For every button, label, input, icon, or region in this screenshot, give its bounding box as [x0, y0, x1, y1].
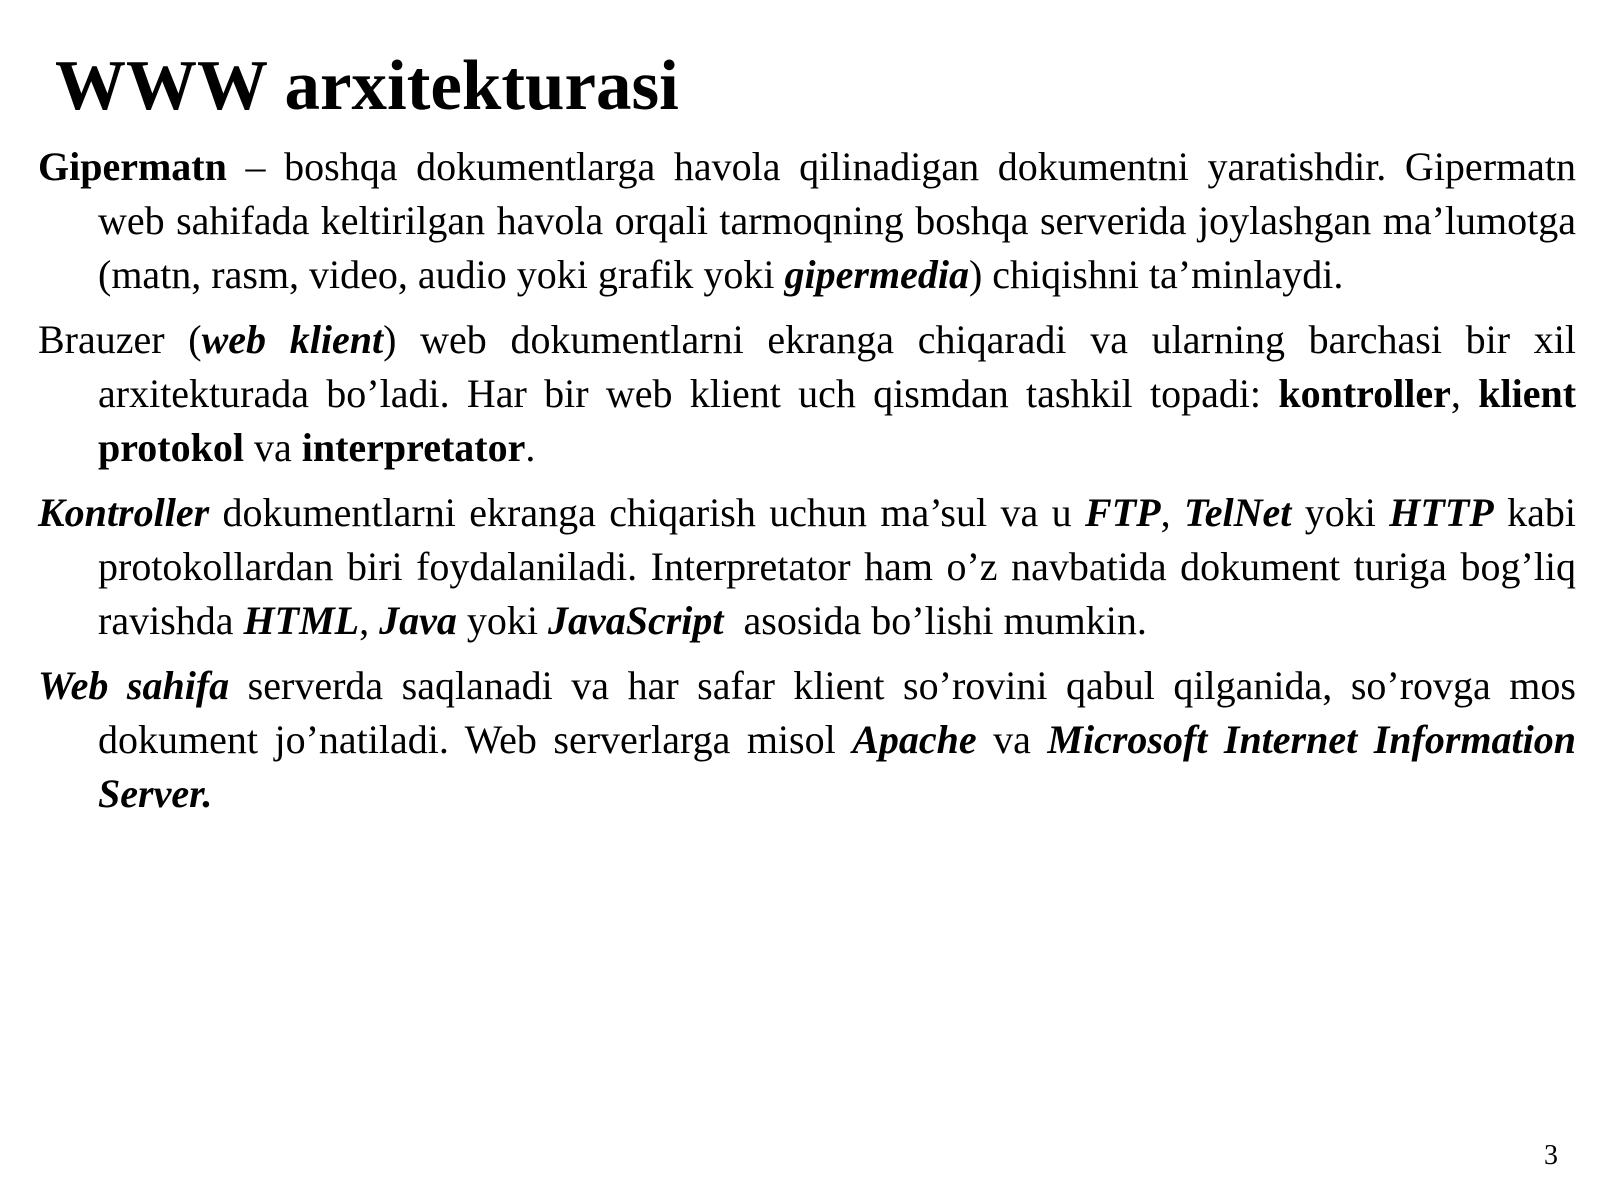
term-kontroller: Kontroller	[38, 490, 210, 535]
text: .	[525, 425, 536, 470]
text: va	[243, 425, 302, 470]
term-javascript: JavaScript	[547, 598, 724, 643]
term-kontroller: kontroller	[1278, 371, 1451, 416]
paragraph-web-sahifa	[38, 659, 1576, 821]
term-apache: Apache	[852, 717, 977, 762]
term-gipermatn: Gipermatn	[38, 144, 227, 189]
page-number: 3	[1544, 1140, 1558, 1171]
text: – boshqa dokumentlarga havola qilinadigan dokumentni yaratishdir. Gipermatn web sahifada keltirilgan havola orqali tarmoqning boshqa serverida joylashgan ma’lumotga (matn, rasm, video, audio yoki grafik yoki	[98, 144, 1576, 297]
text: yoki	[456, 598, 548, 643]
slide-title: WWW arxitekturasi	[55, 47, 679, 125]
text: dokumentlarni ekranga chiqarish uchun ma’sul va u	[209, 490, 1086, 535]
text: kabi protokollardan biri foydalaniladi. Interpretator ham o’z navbatida dokument turiga bog’liq ravishda	[98, 490, 1576, 643]
term-web-sahifa: Web sahifa	[38, 663, 230, 708]
text: ) chiqishni ta’minlaydi.	[968, 252, 1344, 297]
term-java: Java	[379, 598, 457, 643]
term-telnet: TelNet	[1183, 490, 1292, 535]
slide-body	[38, 140, 1576, 832]
term-klient-protokol: klient protokol	[98, 371, 1577, 470]
term-interpretator: interpretator	[301, 425, 526, 470]
text: va	[976, 717, 1048, 762]
text: ,	[1160, 490, 1184, 535]
term-microsoft-iis: Microsoft Internet Information Server.	[98, 717, 1577, 816]
paragraph-brauzer	[38, 313, 1576, 475]
paragraph-gipermatn	[38, 140, 1576, 302]
text: ) web dokumentlarni ekranga chiqaradi va ularning barchasi bir xil arxitekturada bo’ladi. Har bir web klient uch qismdan tashkil topadi:	[98, 317, 1577, 416]
text: asosida bo’lishi mumkin.	[723, 598, 1147, 643]
term-http: HTTP	[1389, 490, 1494, 535]
text: ,	[359, 598, 380, 643]
term-html: HTML	[243, 598, 360, 643]
term-web-klient: web klient	[201, 317, 384, 362]
term-ftp: FTP	[1085, 490, 1161, 535]
text: yoki	[1291, 490, 1390, 535]
paragraph-kontroller	[38, 486, 1576, 648]
text: ,	[1450, 371, 1479, 416]
term-gipermedia: gipermedia	[784, 252, 969, 297]
text: Brauzer (	[38, 317, 202, 362]
text: serverda saqlanadi va har safar klient so’rovini qabul qilganida, so’rovga mos dokument jo’natiladi. Web serverlarga misol	[98, 663, 1576, 762]
